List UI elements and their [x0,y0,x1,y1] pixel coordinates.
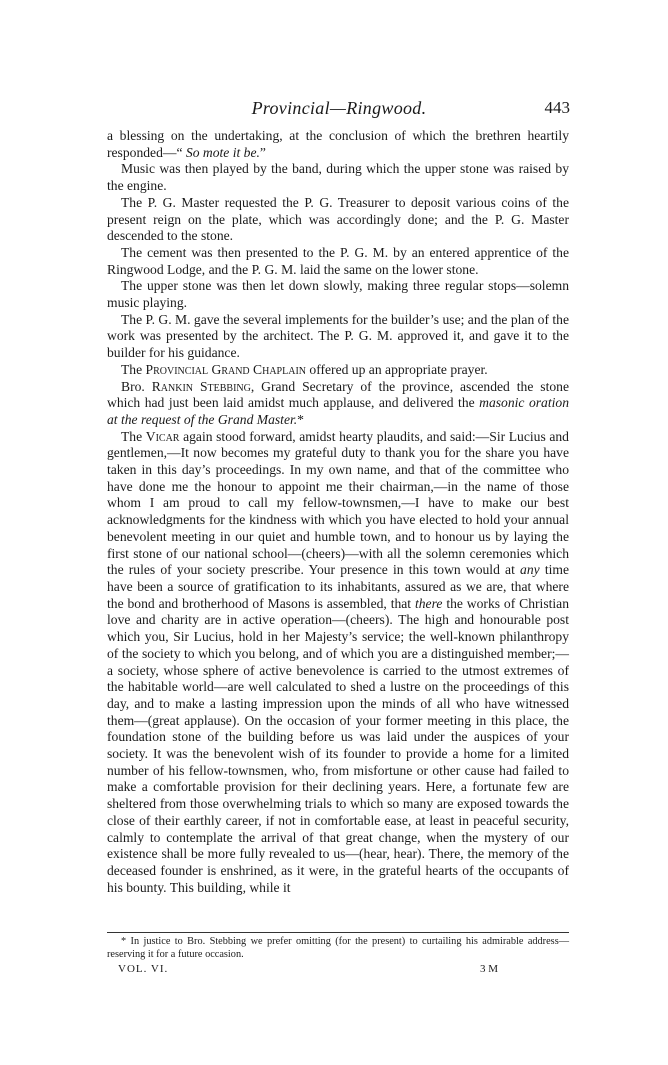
text-segment: time have been a source of gratification to its inhabitants, assured as we are, that where the bond and brotherhood of Masons is assembled, that [107,562,570,611]
italic-text: any [520,562,540,578]
italic-text: masonic oration at the request of the Grand Master. [107,395,569,427]
footnote [107,936,569,961]
text-segment: , Grand Secretary of the province, ascended the stone which had just been laid amidst much applause, and delivered the [107,378,570,411]
small-caps-text: Rankin Stebbing [151,378,251,394]
text-segment: The P. G. M. gave the several implements for the builder’s use; and the plan of the work was presented by the architect. The P. G. M. approved it, and gave it to the builder for his guidance. [107,311,569,361]
small-caps-text: Provincial Grand Chaplain [145,361,307,377]
text-segment: ” [259,144,266,160]
italic-text: So mote it be. [185,144,260,160]
text-segment: a blessing on the undertaking, at the conclusion of which the brethren heartily responded—“ [107,128,569,160]
text-segment: Music was then played by the band, during which the upper stone was raised by the engine. [107,161,569,194]
small-caps-text: Vicar [145,428,180,444]
paragraph [107,195,569,245]
text-segment: again stood forward, amidst hearty plaudits, and said:—Sir Lucius and gentlemen,—It now becomes my grateful duty to thank you for the share you have taken in this day’s proceedings. In my own name, and that of the committee who have done me the honour to appoint me their chairman,—in the name of those whom I am proud to call my fellow-townsmen,—I have to make our best acknowledgments for the kindness with which you have elected to hold your annual benevolent meeting in our quiet and humble town, and to honour us by laying the first stone of our national school—(cheers)—with all the solemn ceremonies which the rules of your society prescribe. Your presence in this town would at [107,428,569,578]
paragraph [107,429,569,897]
paragraph [107,128,569,161]
paragraph [107,161,569,194]
text-segment: The P. G. Master requested the P. G. Treasurer to deposit various coins of the present reign on the plate, which was accordingly done; and the P. G. Master descended to the stone. [107,194,569,244]
text-segment: The [121,361,146,377]
text-segment: * [297,411,304,427]
paragraph [107,362,569,379]
footnote-rule [107,932,569,933]
text-segment: offered up an appropriate prayer. [306,361,488,377]
page-header [108,98,570,126]
page-number: 443 [544,98,570,117]
volume-label: VOL. VI. [118,963,169,975]
text-segment: The [121,428,146,444]
text-segment: The upper stone was then let down slowly, making three regular stops—solemn music playing. [107,278,569,311]
text-segment: Bro. [121,378,152,394]
running-title: Provincial—Ringwood. [251,98,427,118]
signature-mark: 3 M [480,963,499,975]
body-text [107,128,569,896]
text-segment: The cement was then presented to the P. G. M. by an entered apprentice of the Ringwood Lodge, and the P. G. M. laid the same on the lower stone. [107,244,569,277]
italic-text: there [414,595,443,611]
footnote-text: * In justice to Bro. Stebbing we prefer omitting (for the present) to curtailing his admirable address—reserving it for a future occasion. [107,936,569,960]
paragraph [107,379,569,429]
paragraph [107,245,569,278]
text-segment: the works of Christian love and charity are in active operation—(cheers). The high and honourable post which you, Sir Lucius, hold in her Majesty’s service; the well-known philanthropy of the society to which you belong, and of which you are a distinguished member;—a society, whose sphere of active benevolence is carried to the utmost extremes of the habitable world—are well calculated to shed a lustre on the proceedings of this day, and to make a lasting impression upon the minds of all who have witnessed them—(great applause). On the occasion of your former meeting in this place, the foundation stone of the building before us was laid under the auspices of your society. It was the benevolent wish of its founder to provide a home for a limited number of his fellow-townsmen, who, from misfortune or other cause had failed to make a comfortable provision for their declining years. Here, a fortunate few are sheltered from those overwhelming trials to which so many are exposed towards the close of their earthly career, if not in comfortable ease, at least in peaceful security, calmly to contemplate the arrival of that great change, when the mystery of our existence shall be more fully revealed to us—(hear, hear). There, the memory of the deceased founder is enshrined, as it were, in the grateful hearts of the occupants of his bounty. This building, while it [107,595,569,895]
paragraph [107,312,569,362]
paragraph [107,278,569,311]
